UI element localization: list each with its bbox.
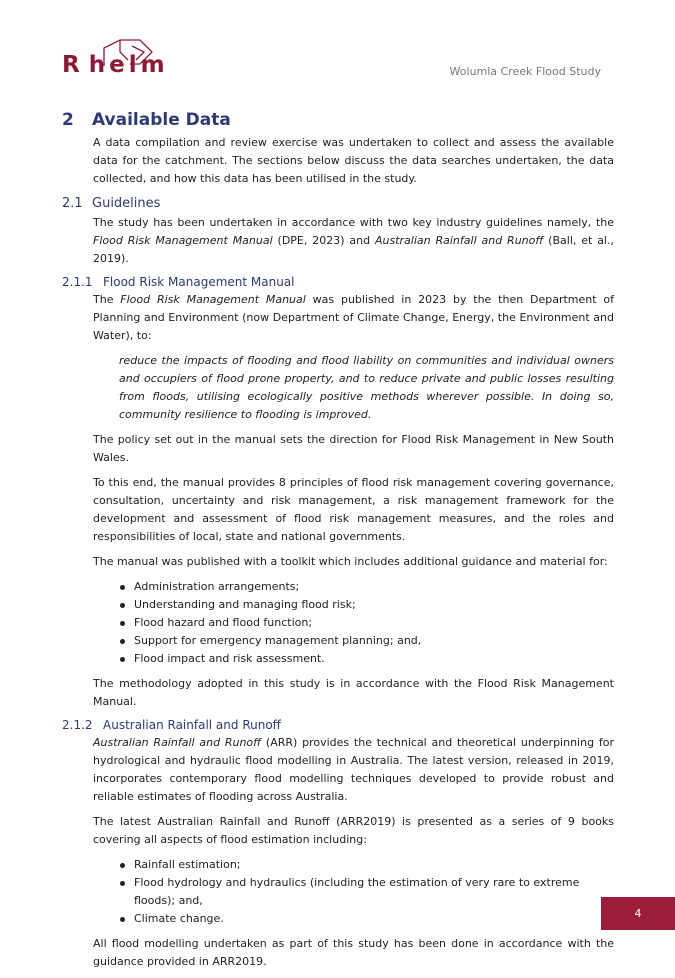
text-run: The study has been undertaken in accordance with two key industry guidelines namely, the: [93, 216, 614, 229]
page-content: [62, 110, 614, 978]
list-item: Support for emergency management planning; and,: [93, 632, 614, 650]
italic-run: Flood Risk Management Manual: [93, 234, 273, 247]
subsection-title: Guidelines: [92, 196, 161, 211]
text-run: (Ball, et al., 2019).: [93, 234, 614, 265]
subsubsection-heading-arr: [62, 718, 614, 732]
frmm-quote: reduce the impacts of flooding and flood liability on communities and individual owners and occupiers of flood prone property, and to reduce private and public losses resulting from floods, utilising ecologically positive methods wherever possible. In doing so, community resilience to flooding is improved.: [119, 354, 614, 421]
italic-run: Australian Rainfall and Runoff: [374, 234, 544, 247]
subsection-number: 2.1: [62, 196, 83, 211]
section-heading: [62, 110, 614, 130]
frmm-paragraph-3: To this end, the manual provides 8 principles of flood risk management covering governance, consultation, uncertainty and risk management, a risk management framework for the development and assessment of flood risk management measures, and the roles and responsibilities of local, state and national governments.: [93, 476, 614, 543]
frmm-paragraph-1: [93, 291, 614, 345]
list-item: Flood impact and risk assessment.: [93, 650, 614, 668]
subsubsection-number: 2.1.2: [62, 718, 93, 732]
logo-letter: h: [88, 52, 107, 78]
frmm-paragraph-4: The manual was published with a toolkit which includes additional guidance and material for:: [93, 555, 608, 568]
guidelines-intro: [93, 214, 614, 268]
page-number: 4: [634, 907, 642, 920]
text-run: was published in 2023 by the then Department of Planning and Environment (now Department of Climate Change, Energy, the Environment and Water), to:: [93, 293, 614, 342]
frmm-paragraph-2: The policy set out in the manual sets the direction for Flood Risk Management in New South Wales.: [93, 433, 614, 464]
subsubsection-title: Australian Rainfall and Runoff: [103, 718, 281, 732]
logo-letter: l: [128, 52, 138, 78]
logo-letter: m: [140, 52, 166, 78]
italic-run: Australian Rainfall and Runoff: [93, 736, 262, 749]
subsubsection-heading-frmm: [62, 275, 614, 289]
subsubsection-title: Flood Risk Management Manual: [103, 275, 295, 289]
arr-paragraph-2: The latest Australian Rainfall and Runoff (ARR2019) is presented as a series of 9 books covering all aspects of flood estimation including:: [93, 815, 614, 846]
arr-paragraph-3: All flood modelling undertaken as part of this study has been done in accordance with the guidance provided in ARR2019.: [93, 937, 614, 968]
rhelm-logo: [62, 38, 182, 80]
document-title: Wolumla Creek Flood Study: [449, 65, 601, 78]
frmm-toolkit-list: [93, 578, 614, 668]
section-title: Available Data: [92, 110, 231, 130]
list-item: Flood hydrology and hydraulics (including the estimation of very rare to extreme floods); and,: [93, 874, 614, 910]
logo-letter: R: [62, 52, 81, 78]
logo-wordmark: [62, 52, 166, 78]
subsection-heading-guidelines: [62, 196, 614, 211]
text-run: The: [93, 293, 121, 306]
frmm-paragraph-5: The methodology adopted in this study is in accordance with the Flood Risk Management Manual.: [93, 677, 614, 708]
arr-topics-list: [93, 856, 614, 928]
italic-run: Flood Risk Management Manual: [120, 293, 306, 306]
section-intro: A data compilation and review exercise was undertaken to collect and assess the available data for the catchment. The sections below discuss the data searches undertaken, the data collected, and how this data has been utilised in the study.: [93, 136, 614, 185]
subsubsection-number: 2.1.1: [62, 275, 93, 289]
list-item: Rainfall estimation;: [93, 856, 614, 874]
arr-paragraph-1: [93, 734, 614, 806]
list-item: Climate change.: [93, 910, 614, 928]
list-item: Administration arrangements;: [93, 578, 614, 596]
list-item: Understanding and managing flood risk;: [93, 596, 614, 614]
list-item: Flood hazard and flood function;: [93, 614, 614, 632]
section-number: 2: [62, 110, 74, 130]
page-number-badge: [601, 897, 675, 930]
text-run: (ARR) provides the technical and theoretical underpinning for hydrological and hydraulic flood modelling in Australia. The latest version, released in 2019, incorporates contemporary flood modelling techniques developed to provide robust and reliable estimates of flooding across Australia.: [93, 736, 614, 803]
text-run: (DPE, 2023) and: [272, 234, 375, 247]
logo-letter: e: [109, 52, 126, 78]
